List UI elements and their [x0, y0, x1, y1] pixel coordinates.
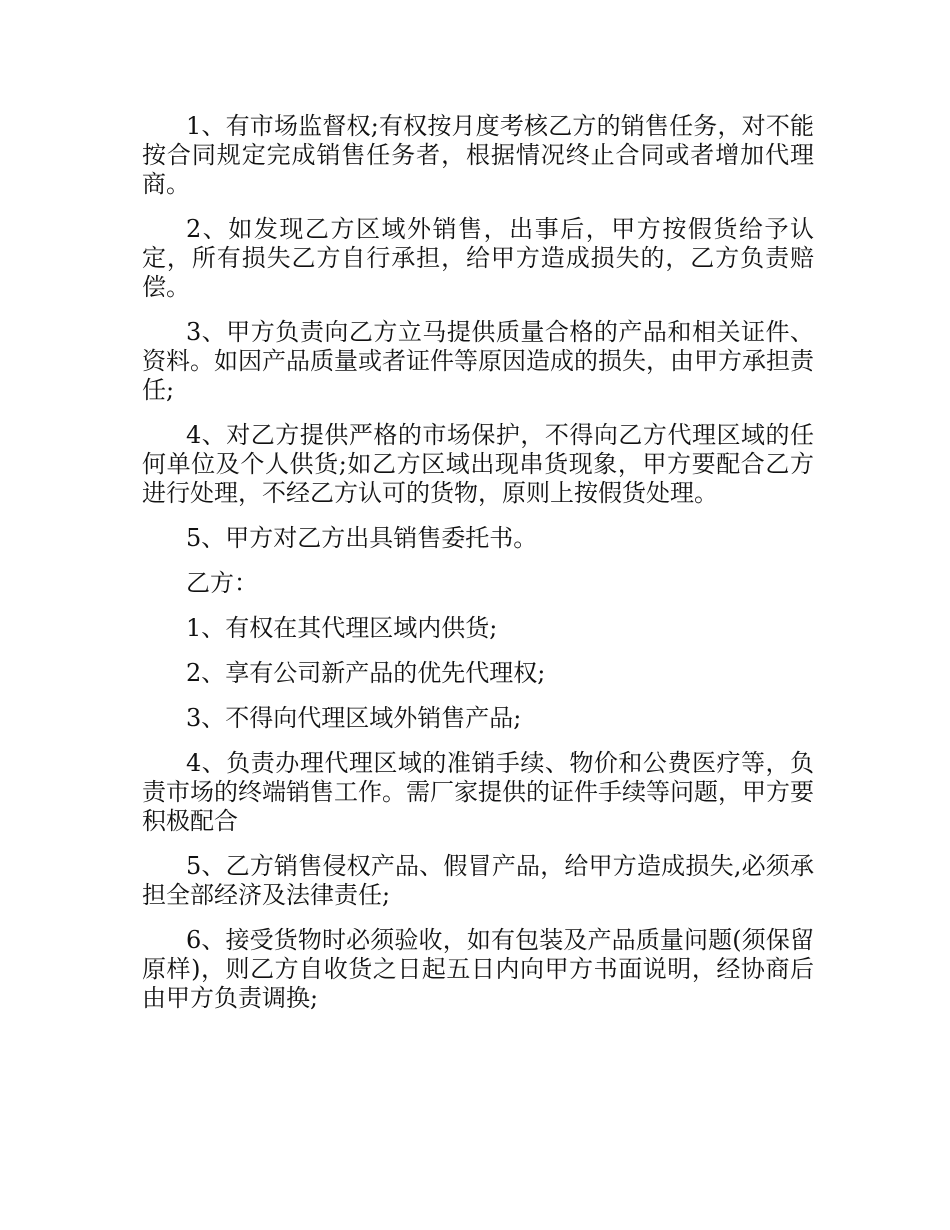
- clause-paragraph: 2、如发现乙方区域外销售，出事后，甲方按假货给予认定，所有损失乙方自行承担，给甲方造成损失的，乙方负责赔偿。: [142, 215, 814, 301]
- section-heading: 乙方：: [186, 569, 258, 597]
- clause-paragraph: 4、对乙方提供严格的市场保护，不得向乙方代理区域的任何单位及个人供货;如乙方区域出现串货现象，甲方要配合乙方进行处理，不经乙方认可的货物，原则上按假货处理。: [142, 421, 814, 507]
- clause-paragraph: 2、享有公司新产品的优先代理权;: [186, 659, 546, 687]
- clause-paragraph: 1、有市场监督权;有权按月度考核乙方的销售任务，对不能按合同规定完成销售任务者，根据情况终止合同或者增加代理商。: [142, 112, 814, 198]
- clause-paragraph: 4、负责办理代理区域的准销手续、物价和公费医疗等，负责市场的终端销售工作。需厂家提供的证件手续等问题，甲方要积极配合: [142, 749, 814, 835]
- document-body: [142, 112, 814, 1029]
- clause-paragraph: 5、乙方销售侵权产品、假冒产品，给甲方造成损失,必须承担全部经济及法律责任;: [142, 852, 814, 909]
- clause-paragraph: 3、甲方负责向乙方立马提供质量合格的产品和相关证件、资料。如因产品质量或者证件等原因造成的损失，由甲方承担责任;: [142, 318, 814, 404]
- clause-paragraph: 1、有权在其代理区域内供货;: [186, 614, 498, 642]
- clause-paragraph: 3、不得向代理区域外销售产品;: [186, 704, 522, 732]
- clause-paragraph: 6、接受货物时必须验收，如有包装及产品质量问题(须保留原样)，则乙方自收货之日起五日内向甲方书面说明，经协商后由甲方负责调换;: [142, 926, 814, 1012]
- clause-paragraph: 5、甲方对乙方出具销售委托书。: [186, 524, 538, 552]
